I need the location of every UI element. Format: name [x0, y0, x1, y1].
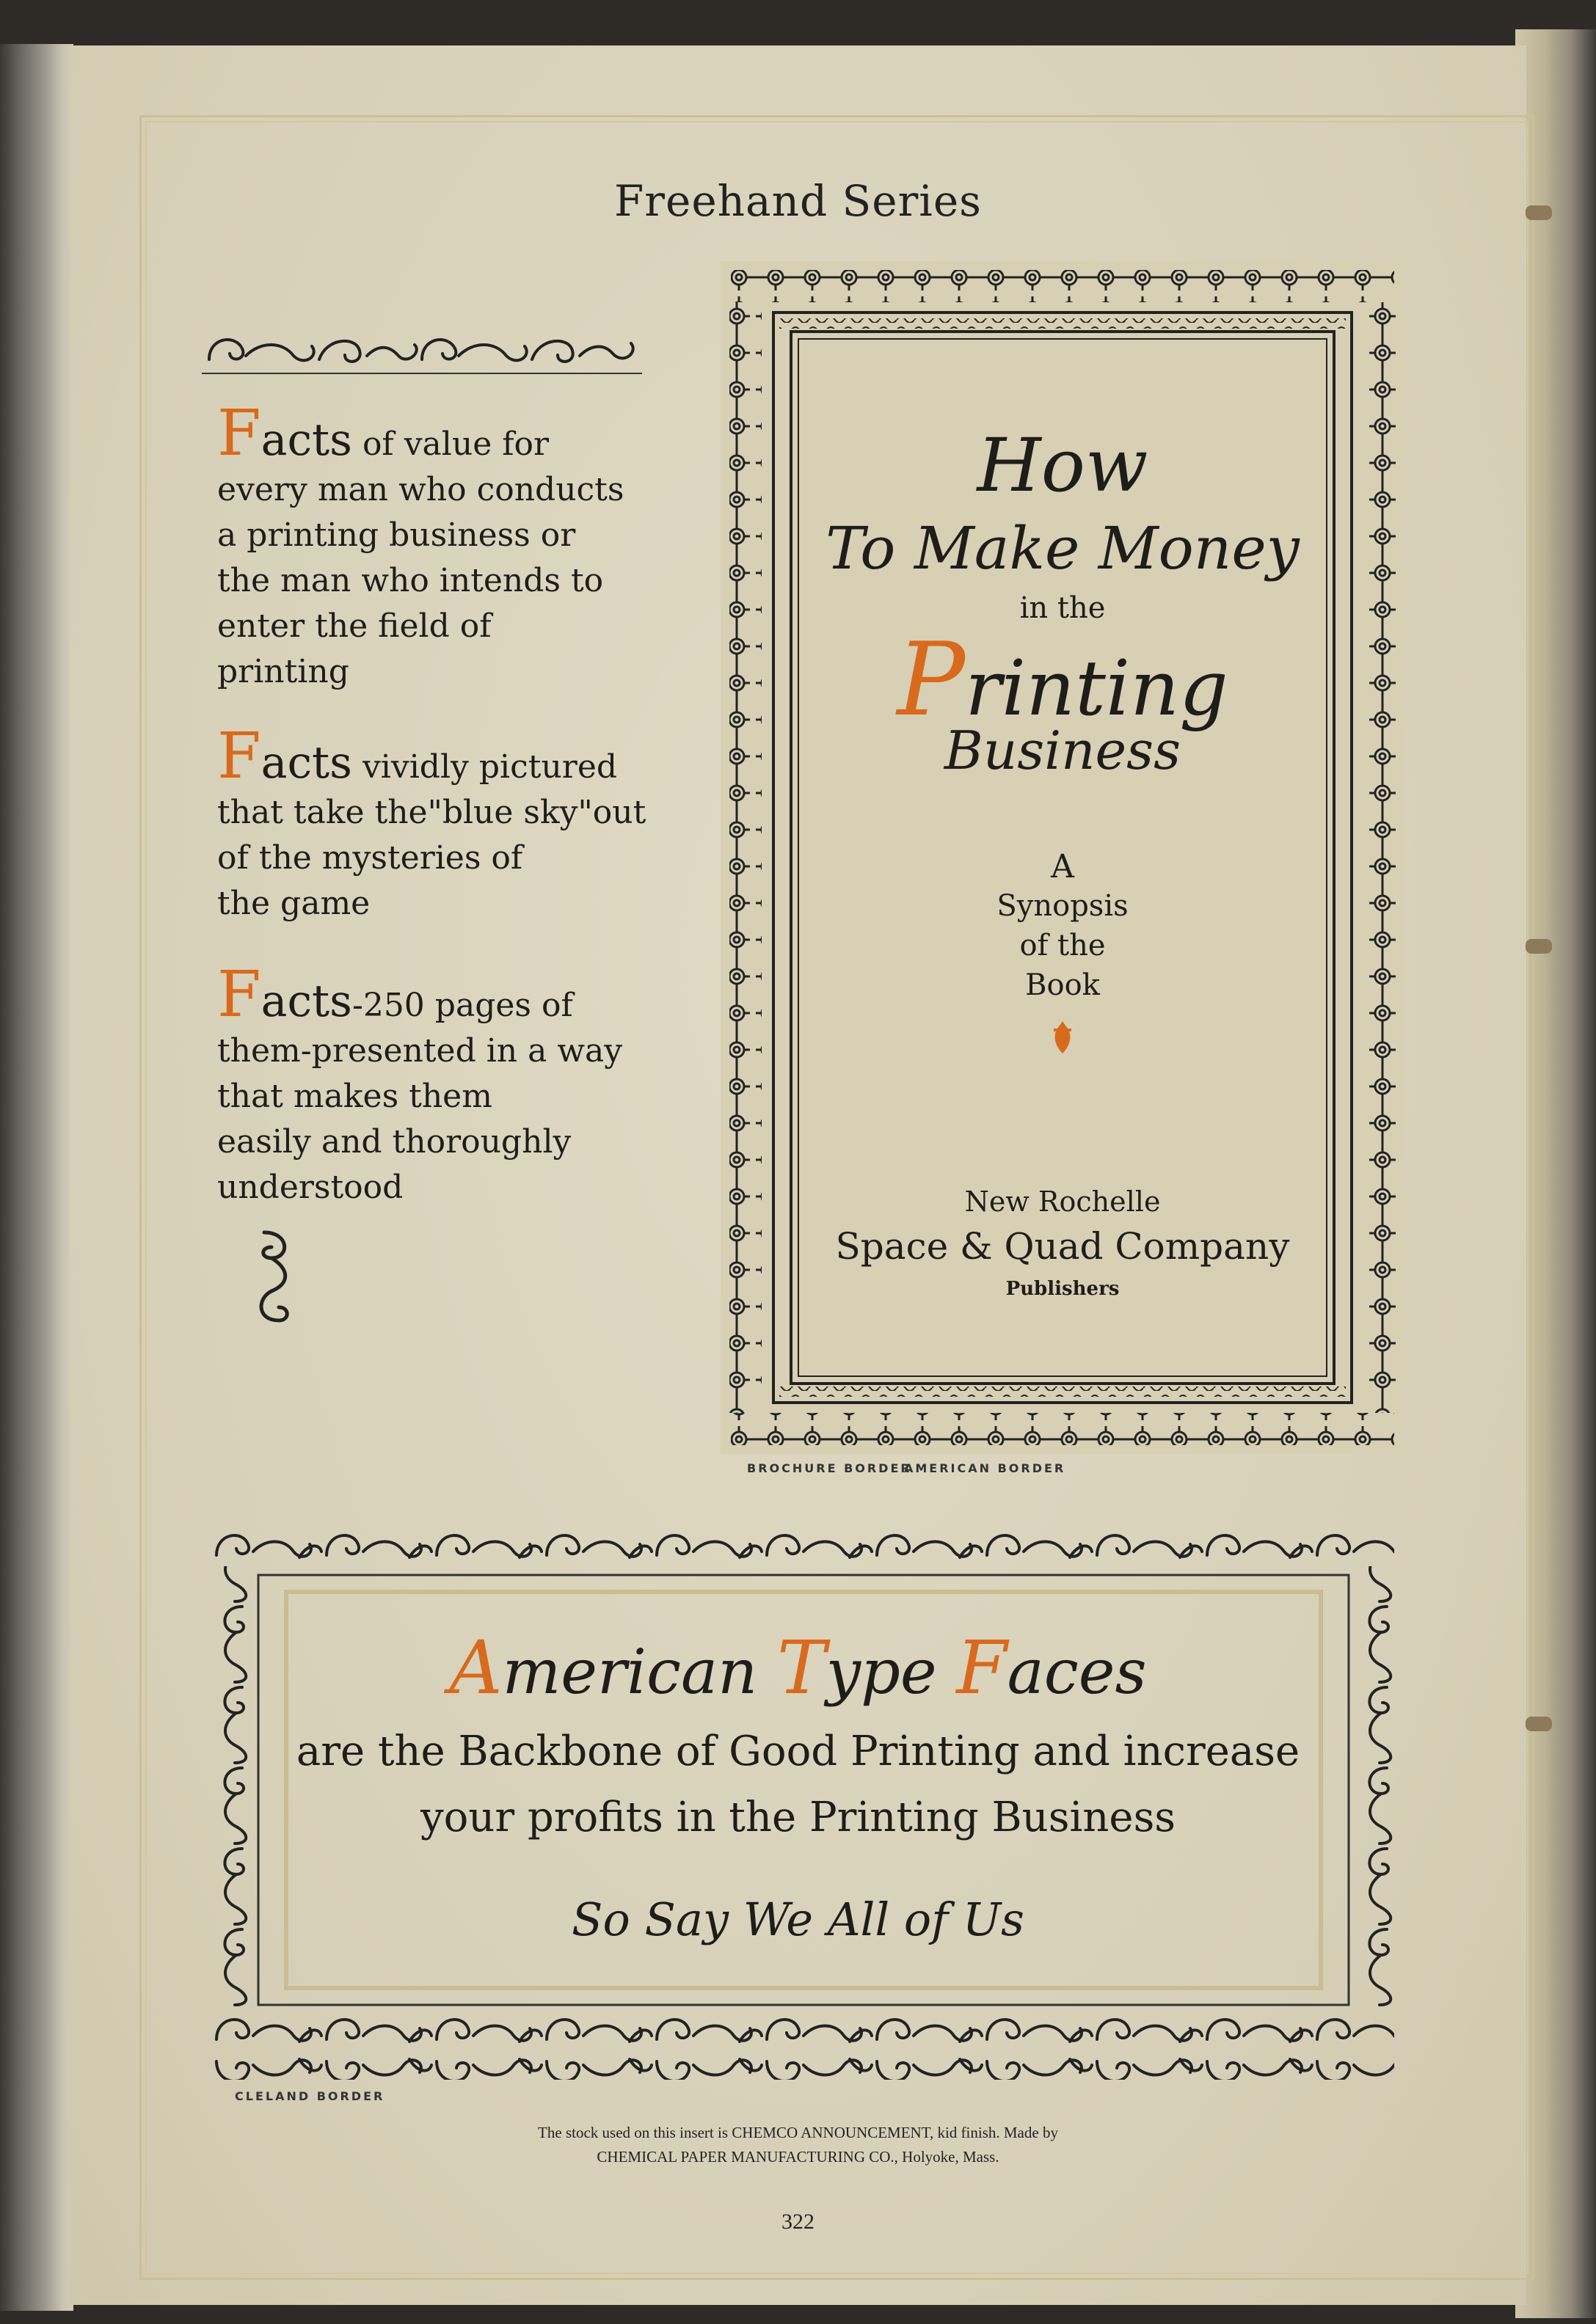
fact-block-1: Facts of value for every man who conducts a printing business or the man who intends to enter the field of printing	[217, 411, 672, 695]
brochure-title-how: How	[977, 423, 1148, 508]
series-title: Freehand Series	[614, 176, 982, 226]
brochure-title-business: Business	[944, 720, 1181, 781]
brochure-subtitle: Synopsis of the Book	[996, 889, 1129, 1002]
promo-line-2: your profits in the Printing Business	[420, 1794, 1176, 1841]
caption-american-border: AMERICAN BORDER	[904, 1461, 1066, 1475]
caption-brochure-border: BROCHURE BORDER	[747, 1461, 912, 1475]
brochure-text	[801, 335, 1324, 1381]
ornament-rule	[202, 373, 642, 374]
fact-line: enter the field of	[217, 607, 492, 645]
brochure-subtitle-a: A	[1051, 848, 1074, 885]
fact-line: that makes them	[217, 1078, 492, 1115]
fact-line: the man who intends to	[217, 562, 604, 599]
fact-line: every man who conducts	[217, 471, 624, 508]
fact-block-2: Facts vividly pictured that take the"blue sky"out of the mysteries of the game	[217, 734, 672, 927]
brochure-title-printing: Printing	[897, 621, 1228, 739]
caption-cleland-border: CLELAND BORDER	[235, 2089, 385, 2103]
fact-line: them-presented in a way	[217, 1032, 623, 1070]
fact-line: that take the"blue sky"out	[217, 794, 646, 831]
fact-line: easily and thoroughly	[217, 1123, 572, 1161]
footnote-line-2: CHEMICAL PAPER MANUFACTURING CO., Holyoke, Mass.	[597, 2148, 999, 2166]
leaf-ornament-icon	[1043, 1018, 1082, 1056]
promo-line-1: are the Backbone of Good Printing and increase	[296, 1728, 1300, 1775]
promo-line-3: So Say We All of Us	[572, 1893, 1024, 1946]
fact-line: understood	[217, 1169, 404, 1206]
brochure-title-make: To Make Money	[826, 514, 1300, 582]
fact-line: printing	[217, 653, 349, 690]
brochure-title-inthe: in the	[1019, 591, 1106, 625]
book-page-stack-left	[0, 44, 73, 2311]
promo-heading: American Type Faces	[449, 1625, 1147, 1711]
brochure-company: Space & Quad Company	[835, 1225, 1290, 1268]
footnote-line-1: The stock used on this insert is CHEMCO ANNOUNCEMENT, kid finish. Made by	[538, 2124, 1058, 2141]
fact-line: of the mysteries of	[217, 839, 523, 877]
brochure-publishers: Publishers	[1005, 1278, 1120, 1300]
binding-tab	[1526, 939, 1552, 954]
brochure-cover	[721, 261, 1404, 1454]
fact-line: the game	[217, 885, 371, 922]
brochure-city: New Rochelle	[964, 1185, 1161, 1218]
scroll-ornament-icon	[249, 1225, 301, 1328]
scroll-ornament-band	[202, 323, 642, 374]
fact-block-3: Facts-250 pages of them-presented in a way that makes them easily and thoroughly understood	[217, 972, 672, 1210]
page-number: 322	[781, 2210, 815, 2234]
fact-line: a printing business or	[217, 516, 576, 554]
